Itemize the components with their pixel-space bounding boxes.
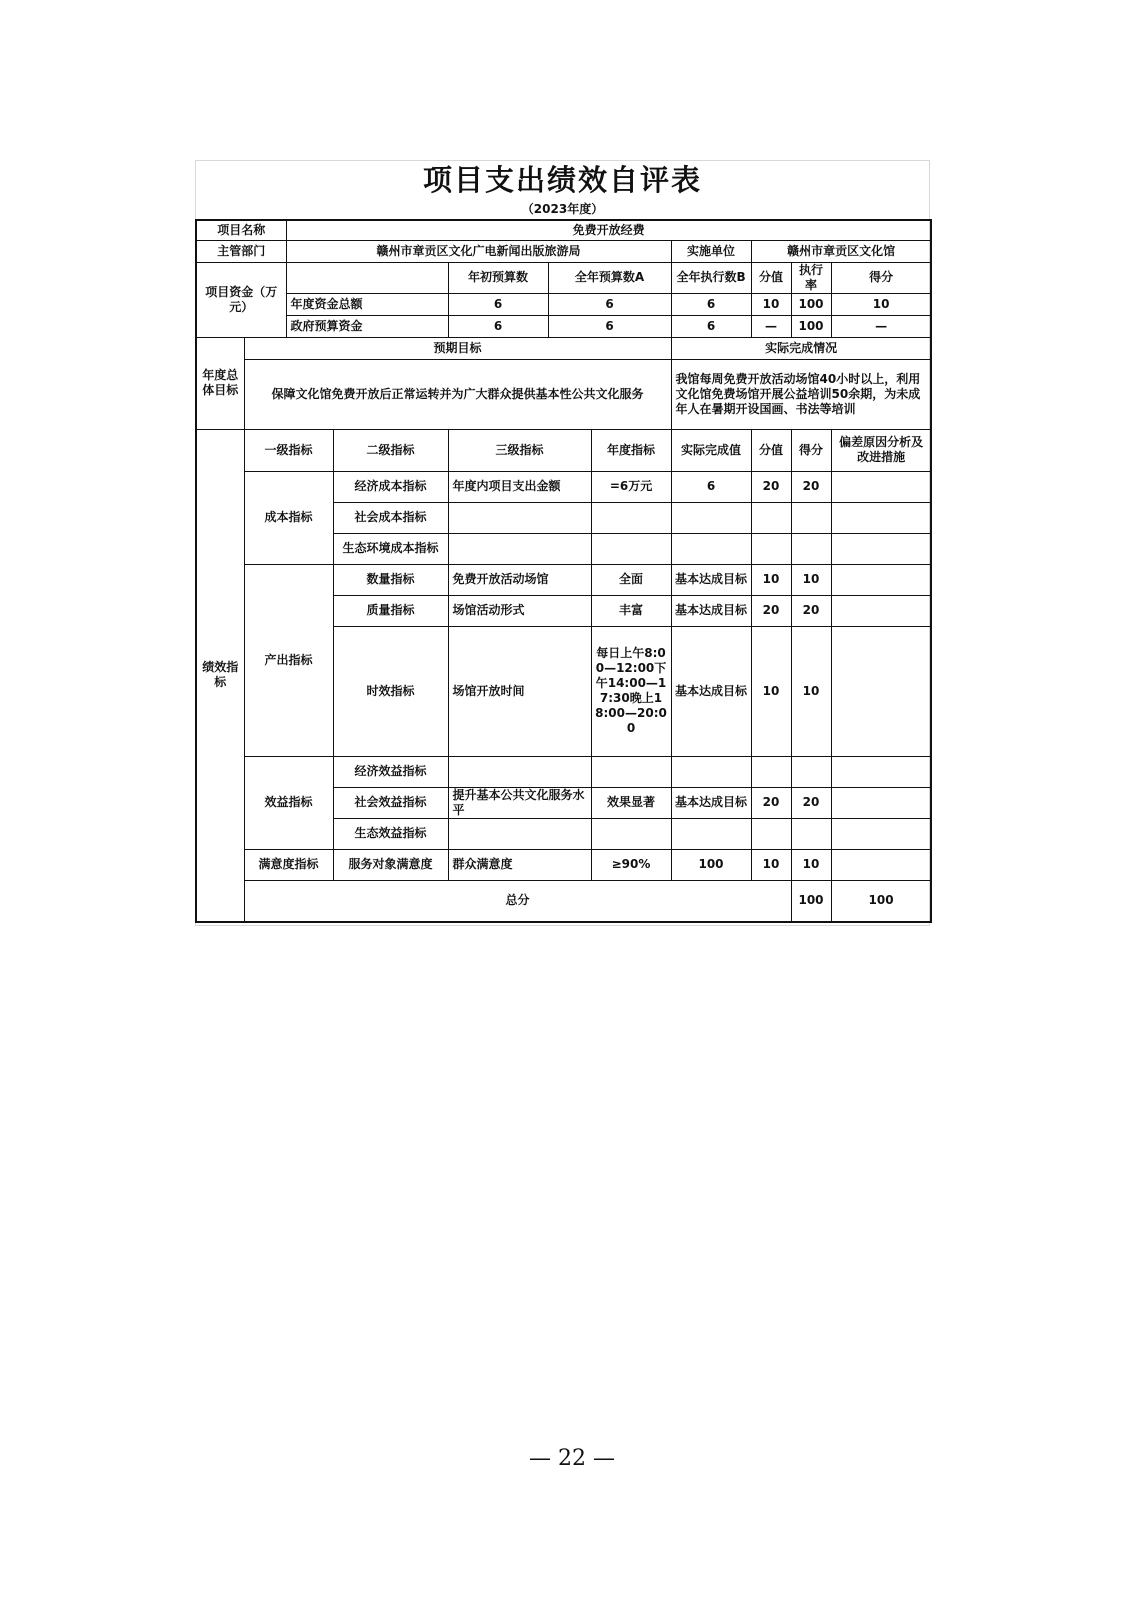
header-l3: 三级指标 — [448, 429, 591, 471]
l3-cell — [448, 756, 591, 787]
total-score: 100 — [791, 880, 831, 922]
funds-header-blank — [286, 262, 448, 293]
funds-cell: 6 — [671, 315, 751, 337]
impl-unit-value: 赣州市章贡区文化馆 — [751, 240, 931, 262]
funds-cell: 100 — [791, 293, 831, 315]
row-total — [196, 880, 931, 922]
l2-cell: 数量指标 — [333, 564, 448, 595]
l2-cell: 生态环境成本指标 — [333, 533, 448, 564]
note-cell — [831, 595, 931, 626]
row-project-name — [196, 220, 931, 240]
l3-cell — [448, 502, 591, 533]
actual-cell — [671, 502, 751, 533]
goals-actual-header: 实际完成情况 — [671, 337, 931, 359]
note-cell — [831, 849, 931, 880]
funds-label: 项目资金（万元） — [196, 262, 286, 337]
actual-cell: 基本达成目标 — [671, 626, 751, 756]
page-title: 项目支出绩效自评表 — [422, 163, 702, 197]
header-score: 分值 — [751, 429, 791, 471]
score-cell: 10 — [751, 849, 791, 880]
header-actual: 实际完成值 — [671, 429, 751, 471]
l2-cell: 经济成本指标 — [333, 471, 448, 502]
funds-header-annual-budget: 全年预算数A — [548, 262, 671, 293]
score-cell: 10 — [751, 626, 791, 756]
funds-cell: — — [751, 315, 791, 337]
score-cell: 10 — [751, 564, 791, 595]
score-cell: 20 — [751, 595, 791, 626]
l2-cell: 生态效益指标 — [333, 818, 448, 849]
note-cell — [831, 756, 931, 787]
l1-benefit: 效益指标 — [244, 756, 333, 849]
funds-cell: 6 — [671, 293, 751, 315]
funds-cell: — — [831, 315, 931, 337]
note-cell — [831, 533, 931, 564]
target-cell: 每日上午8:00—12:00下午14:00—17:30晚上18:00—20:00 — [591, 626, 671, 756]
funds-header-executed: 全年执行数B — [671, 262, 751, 293]
l1-output: 产出指标 — [244, 564, 333, 756]
page-subtitle: （2023年度） — [521, 202, 604, 216]
row-goals-content — [196, 359, 931, 429]
dept-value: 赣州市章贡区文化广电新闻出版旅游局 — [286, 240, 671, 262]
score-cell — [751, 502, 791, 533]
l2-cell: 质量指标 — [333, 595, 448, 626]
l1-cost: 成本指标 — [244, 471, 333, 564]
row-funds-header — [196, 262, 931, 293]
goals-label: 年度总体目标 — [196, 337, 244, 429]
l1-satisfaction: 满意度指标 — [244, 849, 333, 880]
evaluation-table — [195, 219, 932, 923]
funds-cell: 6 — [548, 315, 671, 337]
l3-cell: 年度内项目支出金额 — [448, 471, 591, 502]
target-cell: 丰富 — [591, 595, 671, 626]
funds-header-score: 分值 — [751, 262, 791, 293]
got-cell: 20 — [791, 787, 831, 818]
funds-header-got: 得分 — [831, 262, 931, 293]
got-cell — [791, 502, 831, 533]
note-cell — [831, 471, 931, 502]
goals-expected: 保障文化馆免费开放后正常运转并为广大群众提供基本性公共文化服务 — [244, 359, 671, 429]
target-cell — [591, 533, 671, 564]
row-department — [196, 240, 931, 262]
funds-cell: 6 — [548, 293, 671, 315]
funds-cell: 100 — [791, 315, 831, 337]
header-note: 偏差原因分析及改进措施 — [831, 429, 931, 471]
l3-cell: 群众满意度 — [448, 849, 591, 880]
actual-cell — [671, 818, 751, 849]
total-got: 100 — [831, 880, 931, 922]
indicators-label: 绩效指标 — [196, 429, 244, 922]
total-label: 总分 — [244, 880, 791, 922]
got-cell — [791, 818, 831, 849]
target-cell: =6万元 — [591, 471, 671, 502]
goals-expected-header: 预期目标 — [244, 337, 671, 359]
got-cell: 10 — [791, 626, 831, 756]
project-name: 免费开放经费 — [286, 220, 931, 240]
impl-unit-label: 实施单位 — [671, 240, 751, 262]
l3-cell: 免费开放活动场馆 — [448, 564, 591, 595]
score-cell: 20 — [751, 471, 791, 502]
target-cell: 效果显著 — [591, 787, 671, 818]
funds-row-label: 年度资金总额 — [286, 293, 448, 315]
note-cell — [831, 818, 931, 849]
funds-cell: 6 — [448, 315, 548, 337]
l2-cell: 社会效益指标 — [333, 787, 448, 818]
table-row — [196, 849, 931, 880]
actual-cell: 基本达成目标 — [671, 787, 751, 818]
l3-cell: 场馆活动形式 — [448, 595, 591, 626]
note-cell — [831, 626, 931, 756]
got-cell: 10 — [791, 564, 831, 595]
target-cell — [591, 818, 671, 849]
got-cell — [791, 533, 831, 564]
got-cell: 20 — [791, 595, 831, 626]
l2-cell: 时效指标 — [333, 626, 448, 756]
got-cell: 10 — [791, 849, 831, 880]
header-l2: 二级指标 — [333, 429, 448, 471]
actual-cell — [671, 756, 751, 787]
l3-cell — [448, 818, 591, 849]
table-row — [196, 756, 931, 787]
target-cell — [591, 502, 671, 533]
l2-cell: 社会成本指标 — [333, 502, 448, 533]
header-target: 年度指标 — [591, 429, 671, 471]
got-cell — [791, 756, 831, 787]
actual-cell: 6 — [671, 471, 751, 502]
header-got: 得分 — [791, 429, 831, 471]
goals-actual: 我馆每周免费开放活动场馆40小时以上，利用文化馆免费场馆开展公益培训50余期，为未成年人在暑期开设国画、书法等培训 — [671, 359, 931, 429]
score-cell — [751, 533, 791, 564]
funds-row-total — [196, 293, 931, 315]
funds-row-label: 政府预算资金 — [286, 315, 448, 337]
note-cell — [831, 787, 931, 818]
table-row — [196, 471, 931, 502]
target-cell: 全面 — [591, 564, 671, 595]
l3-cell — [448, 533, 591, 564]
target-cell: ≥90% — [591, 849, 671, 880]
project-name-label: 项目名称 — [196, 220, 286, 240]
actual-cell: 100 — [671, 849, 751, 880]
score-cell — [751, 818, 791, 849]
funds-cell: 10 — [751, 293, 791, 315]
note-cell — [831, 502, 931, 533]
score-cell — [751, 756, 791, 787]
funds-header-initial-budget: 年初预算数 — [448, 262, 548, 293]
got-cell: 20 — [791, 471, 831, 502]
funds-header-rate: 执行率 — [791, 262, 831, 293]
funds-cell: 10 — [831, 293, 931, 315]
l3-cell: 提升基本公共文化服务水平 — [448, 787, 591, 818]
l2-cell: 服务对象满意度 — [333, 849, 448, 880]
l2-cell: 经济效益指标 — [333, 756, 448, 787]
funds-cell: 6 — [448, 293, 548, 315]
actual-cell — [671, 533, 751, 564]
actual-cell: 基本达成目标 — [671, 564, 751, 595]
actual-cell: 基本达成目标 — [671, 595, 751, 626]
page-number: — 22 — — [529, 1446, 615, 1471]
score-cell: 20 — [751, 787, 791, 818]
header-l1: 一级指标 — [244, 429, 333, 471]
note-cell — [831, 564, 931, 595]
dept-label: 主管部门 — [196, 240, 286, 262]
funds-row-gov — [196, 315, 931, 337]
row-goals-header — [196, 337, 931, 359]
l3-cell: 场馆开放时间 — [448, 626, 591, 756]
target-cell — [591, 756, 671, 787]
row-indicator-header — [196, 429, 931, 471]
table-row — [196, 564, 931, 595]
